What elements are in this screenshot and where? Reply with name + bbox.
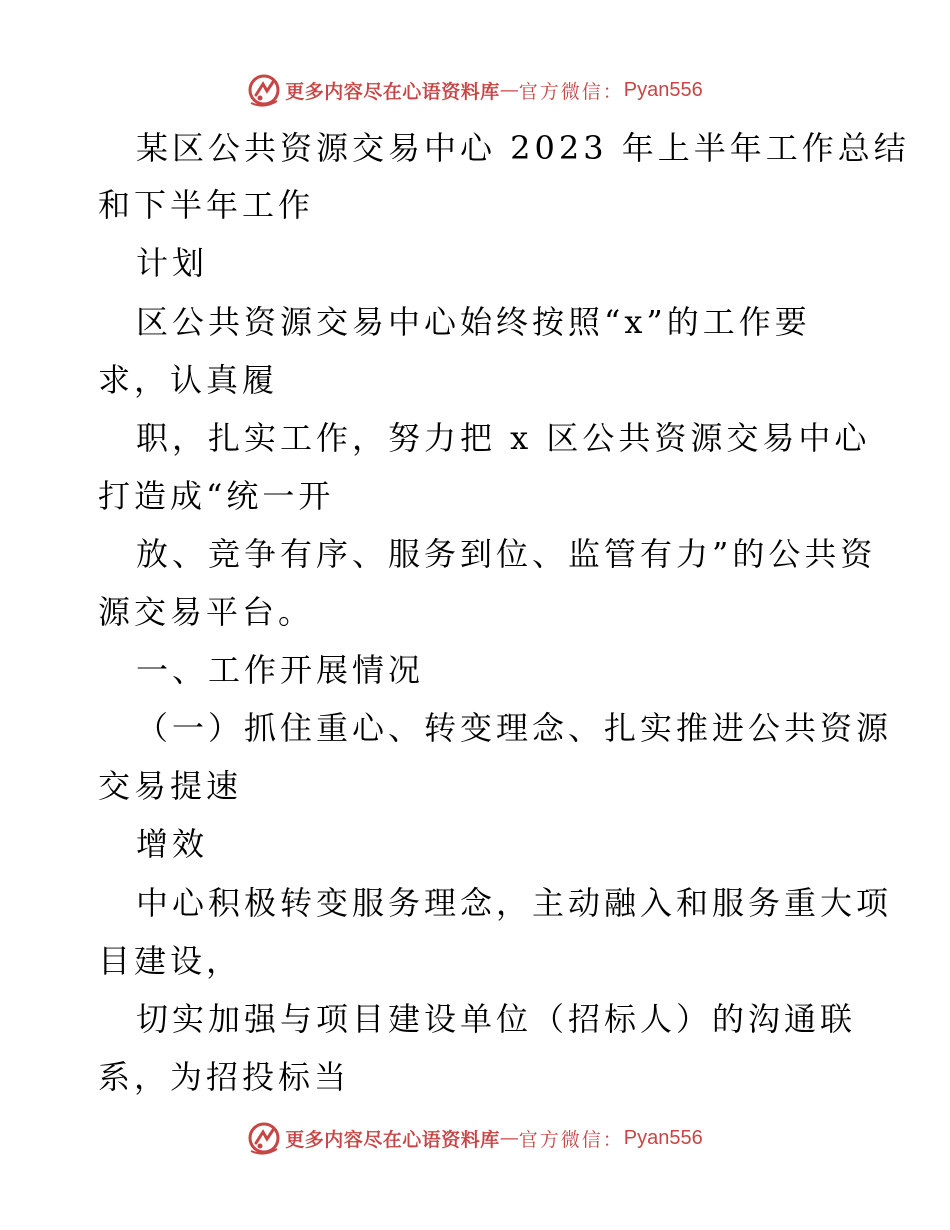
watermark-main-text: 更多内容尽在心语资料库 bbox=[285, 1128, 500, 1151]
section-heading: 一、工作开展情况 bbox=[136, 651, 425, 689]
paragraph-line: 求，认真履 bbox=[98, 361, 279, 399]
paragraph-line: 职，扎实工作，努力把 x 区公共资源交易中心 bbox=[136, 419, 871, 457]
header-watermark bbox=[0, 70, 950, 110]
document-title-line-2: 和下半年工作 bbox=[98, 186, 315, 224]
watermark-sub-text: 官方微信： bbox=[518, 1128, 624, 1151]
watermark-handle: Pyan556 bbox=[623, 1126, 703, 1149]
watermark-dash: — bbox=[499, 79, 519, 101]
watermark-dash: — bbox=[499, 1127, 519, 1149]
paragraph-line: 切实加强与项目建设单位（招标人）的沟通联 bbox=[136, 1000, 857, 1038]
watermark-handle: Pyan556 bbox=[623, 78, 703, 101]
paragraph-line: 打造成“统一开 bbox=[98, 477, 335, 515]
red-seal-logo-icon bbox=[247, 1121, 281, 1155]
paragraph-line: 区公共资源交易中心始终按照“x”的工作要 bbox=[136, 303, 811, 341]
paragraph-line: 中心积极转变服务理念，主动融入和服务重大项 bbox=[136, 884, 893, 922]
paragraph-line: 放、竞争有序、服务到位、监管有力”的公共资 bbox=[136, 535, 877, 573]
subsection-heading: 交易提速 bbox=[98, 767, 243, 805]
paragraph-line: 目建设， bbox=[98, 942, 243, 980]
document-title-line-1: 某区公共资源交易中心 2023 年上半年工作总结 bbox=[136, 129, 910, 167]
subsection-heading: （一）抓住重心、转变理念、扎实推进公共资源 bbox=[136, 709, 893, 747]
paragraph-line: 系，为招投标当 bbox=[98, 1058, 351, 1096]
paragraph-line: 源交易平台。 bbox=[98, 593, 315, 631]
subsection-heading: 增效 bbox=[136, 825, 209, 863]
footer-watermark bbox=[0, 1118, 950, 1158]
document-title-line-3: 计划 bbox=[136, 244, 209, 282]
watermark-main-text: 更多内容尽在心语资料库 bbox=[285, 80, 500, 103]
red-seal-logo-icon bbox=[247, 73, 281, 107]
watermark-sub-text: 官方微信： bbox=[518, 80, 624, 103]
